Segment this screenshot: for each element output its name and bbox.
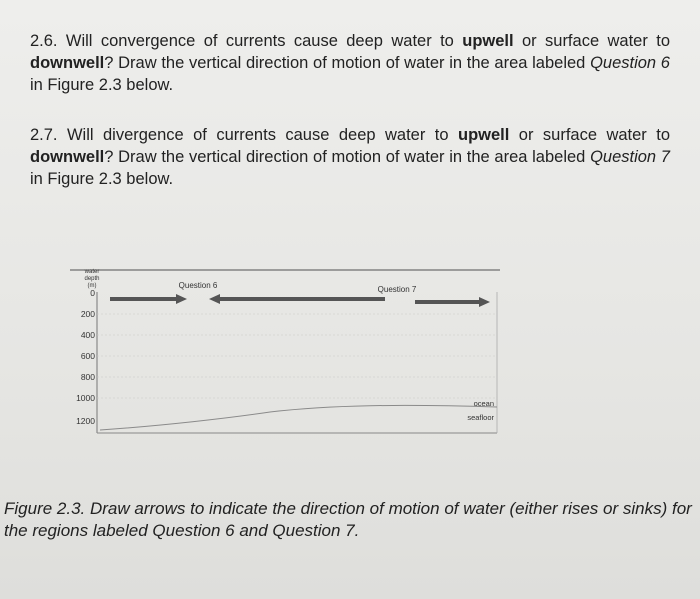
axis-title-depth: depth — [84, 276, 100, 282]
axis-title-unit: (m) — [87, 283, 97, 289]
seafloor-line — [100, 405, 497, 430]
depth-gridlines — [97, 314, 497, 398]
q27-text-3: ? Draw the vertical direction of motion of water in the area labeled — [104, 148, 591, 166]
seafloor-label: seafloor — [467, 413, 494, 422]
tick-0: 0 — [90, 288, 95, 298]
q27-upwell: upwell — [458, 126, 510, 144]
q27-text-2: or surface water to — [509, 126, 670, 144]
tick-1200: 1200 — [76, 416, 95, 426]
q27-text-1: 2.7. Will divergence of currents cause deep water to — [30, 126, 458, 144]
label-question-7: Question 7 — [377, 285, 417, 294]
q27-text-4: in Figure 2.3 below. — [30, 170, 174, 188]
arrow-right-right — [415, 297, 490, 307]
surface-current-arrows — [110, 294, 490, 307]
q26-upwell: upwell — [462, 32, 514, 50]
q26-text-2: or surface water to — [513, 32, 670, 50]
label-question-6: Question 6 — [178, 281, 218, 290]
q26-text-4: in Figure 2.3 below. — [30, 76, 174, 94]
q27-label: Question 7 — [590, 148, 670, 166]
q26-text-3: ? Draw the vertical direction of motion of water in the area labeled — [104, 54, 591, 72]
ocean-label: ocean — [473, 399, 494, 408]
figure-caption: Figure 2.3. Draw arrows to indicate the direction of motion of water (either rises or sinks) for the regions labeled Question 6 and Question 7. — [4, 499, 692, 540]
q26-downwell: downwell — [30, 54, 105, 72]
arrow-right-left — [110, 294, 187, 304]
q26-text-1: 2.6. Will convergence of currents cause deep water to — [30, 32, 463, 50]
q26-label: Question 6 — [590, 54, 670, 72]
axis-title-water: water — [84, 269, 100, 275]
tick-800: 800 — [80, 372, 95, 382]
q27-downwell: downwell — [30, 148, 105, 166]
arrow-left-middle — [209, 294, 385, 304]
tick-400: 400 — [80, 330, 95, 340]
tick-1000: 1000 — [76, 393, 95, 403]
tick-200: 200 — [80, 309, 95, 319]
tick-600: 600 — [80, 351, 95, 361]
